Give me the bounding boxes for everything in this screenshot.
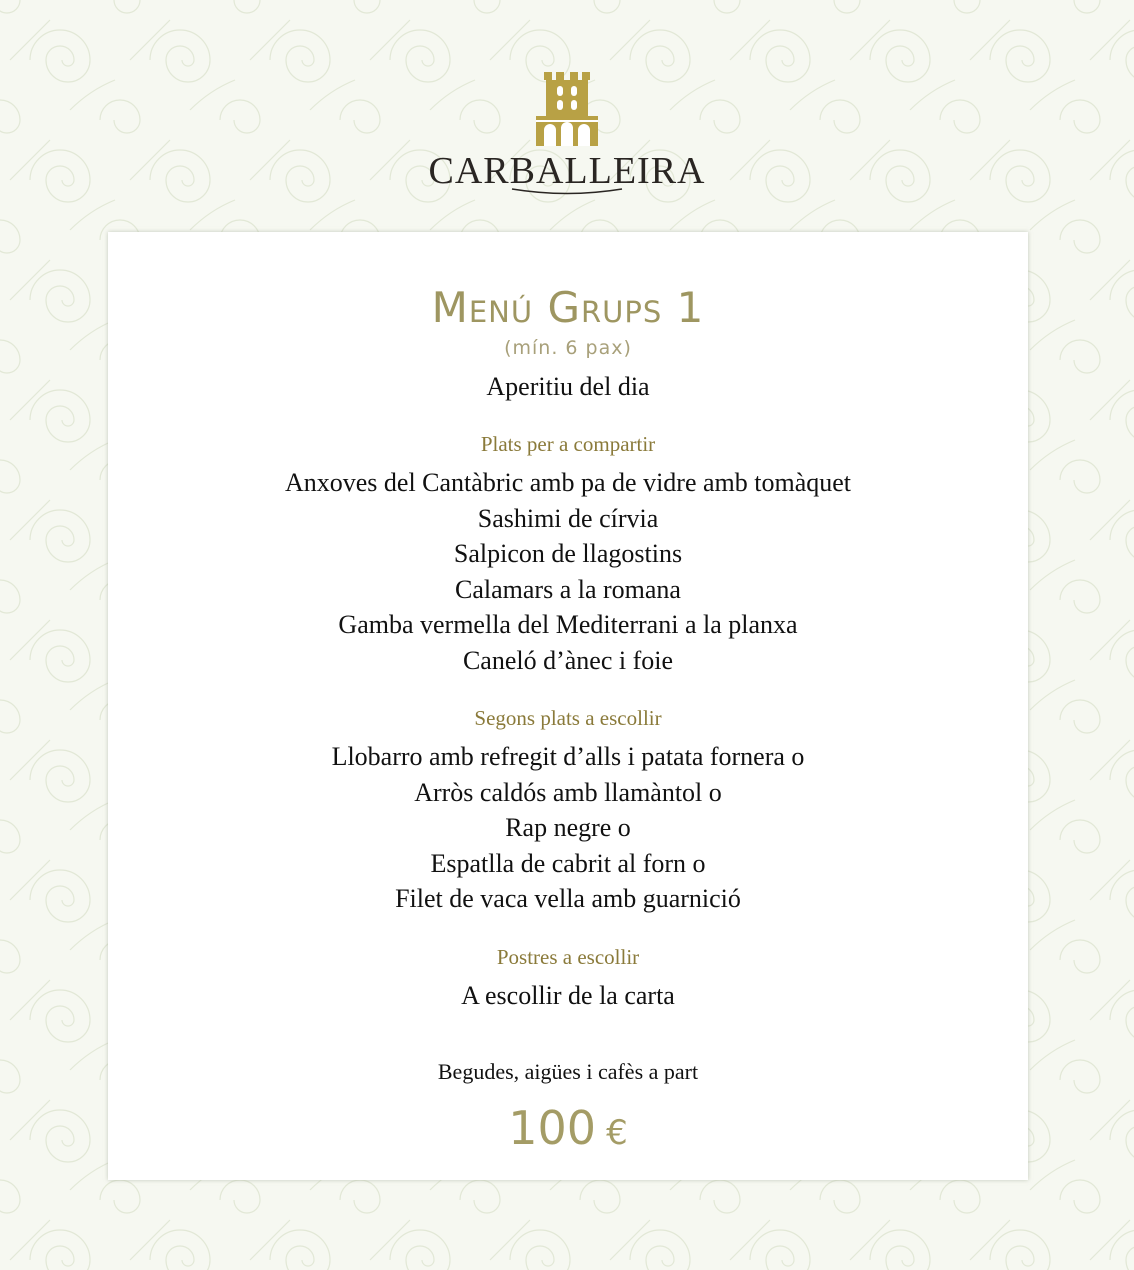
aperitif: Aperitiu del dia bbox=[486, 372, 650, 401]
dish-item: Caneló d’ànec i foie bbox=[462, 646, 674, 675]
dish-item: Anxoves del Cantàbric amb pa de vidre amb tomàquet bbox=[284, 468, 852, 497]
dish-item: Salpicon de llagostins bbox=[453, 539, 683, 568]
section-heading-desserts: Postres a escollir bbox=[496, 945, 640, 969]
price-currency: € bbox=[606, 1113, 628, 1153]
brand-name: CARBALLEIRA bbox=[428, 150, 706, 192]
price-value: 100 bbox=[508, 1101, 597, 1155]
dish-item: Rap negre o bbox=[505, 813, 631, 842]
dish-item: Gamba vermella del Mediterrani a la planxa bbox=[338, 610, 798, 639]
menu-price bbox=[108, 1100, 1028, 1161]
drinks-note: Begudes, aigües i cafès a part bbox=[437, 1059, 699, 1084]
dish-item: Calamars a la romana bbox=[455, 575, 681, 604]
menu-card bbox=[108, 232, 1028, 1180]
dish-item: Arròs caldós amb llamàntol o bbox=[414, 778, 722, 807]
dish-item: Sashimi de círvia bbox=[477, 504, 659, 533]
dish-item: A escollir de la carta bbox=[461, 981, 675, 1010]
section-heading-mains: Segons plats a escollir bbox=[474, 706, 662, 730]
castle-tower-icon bbox=[534, 70, 600, 148]
menu-subtitle: (mín. 6 pax) bbox=[504, 337, 632, 359]
section-heading-shared: Plats per a compartir bbox=[480, 432, 656, 456]
menu-title: Menú Grups 1 bbox=[431, 283, 705, 332]
dish-item: Filet de vaca vella amb guarnició bbox=[395, 884, 741, 913]
dish-item: Espatlla de cabrit al forn o bbox=[430, 849, 706, 878]
dish-item: Llobarro amb refregit d’alls i patata fornera o bbox=[331, 742, 805, 771]
brand-logo bbox=[0, 70, 1134, 196]
